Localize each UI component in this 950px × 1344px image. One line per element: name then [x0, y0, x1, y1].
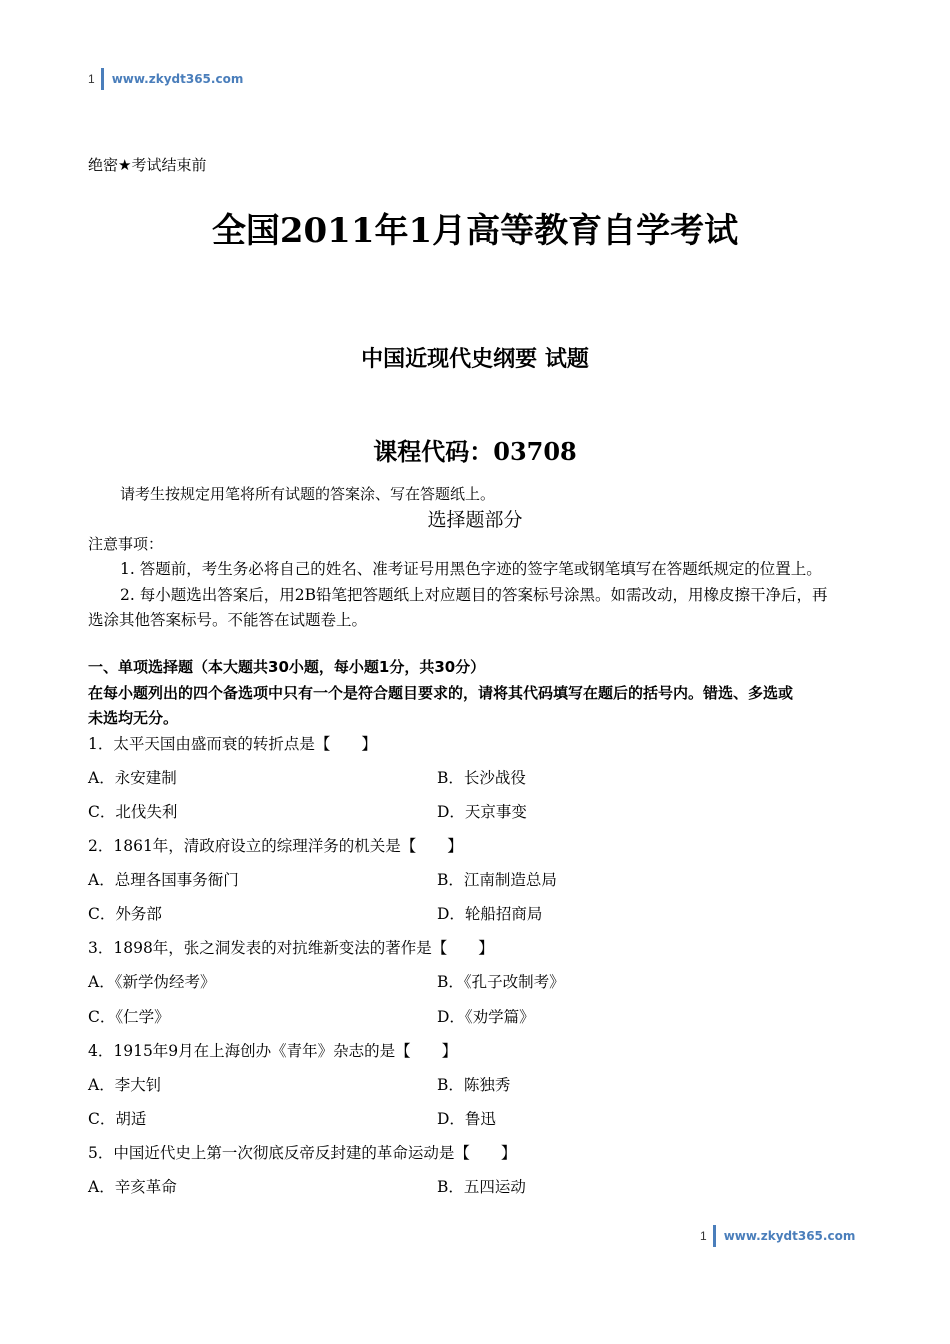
notice-item-1: 1. 答题前，考生务必将自己的姓名、准考证号用黑色字迹的签字笔或钢笔填写在答题纸规定的位置上。 [120, 560, 822, 578]
option-a: A．辛亥革命 [88, 1178, 177, 1196]
header-divider [101, 68, 104, 90]
option-c: C．外务部 [88, 905, 162, 923]
option-a: A．《新学伪经考》 [88, 973, 216, 991]
option-d: D．轮船招商局 [437, 905, 543, 923]
question-stem: 5．中国近代史上第一次彻底反帝反封建的革命运动是【 】 [88, 1144, 517, 1162]
part1-instruction: 在每小题列出的四个备选项中只有一个是符合题目要求的，请将其代码填写在题后的括号内。错选、多选或 [88, 684, 794, 702]
confidential-label: 绝密★考试结束前 [88, 156, 207, 174]
footer-site-link[interactable]: www.zkydt365.com [723, 1229, 856, 1243]
option-d: D．《劝学篇》 [437, 1008, 535, 1026]
intro-text: 请考生按规定用笔将所有试题的答案涂、写在答题纸上。 [120, 485, 496, 503]
page-header [88, 68, 243, 90]
footer-page-number: 1 [700, 1229, 707, 1243]
option-b: B．长沙战役 [437, 769, 526, 787]
option-b: B．五四运动 [437, 1178, 526, 1196]
part1-heading: 一、单项选择题（本大题共30小题，每小题1分，共30分） [88, 658, 486, 676]
option-c: C．《仁学》 [88, 1008, 170, 1026]
question-stem: 2．1861年，清政府设立的综理洋务的机关是【 】 [88, 837, 463, 855]
option-c: C．北伐失利 [88, 803, 178, 821]
part1-instruction-cont: 未选均无分。 [88, 709, 179, 727]
option-b: B．陈独秀 [437, 1076, 511, 1094]
option-d: D．天京事变 [437, 803, 527, 821]
option-a: A．总理各国事务衙门 [88, 871, 239, 889]
option-b: B．《孔子改制考》 [437, 973, 565, 991]
course-code: 课程代码：03708 [373, 437, 577, 466]
header-site-link[interactable]: www.zkydt365.com [111, 72, 244, 86]
option-b: B．江南制造总局 [437, 871, 557, 889]
question-stem: 1．太平天国由盛而衰的转折点是【 】 [88, 735, 377, 753]
page-title: 全国2011年1月高等教育自学考试 [211, 211, 739, 251]
page-footer [700, 1225, 855, 1247]
option-d: D．鲁迅 [437, 1110, 496, 1128]
exam-subtitle: 中国近现代史纲要 试题 [361, 347, 589, 372]
notice-item-2: 2. 每小题选出答案后，用2B铅笔把答题纸上对应题目的答案标号涂黑。如需改动，用橡皮擦干净后，再 [120, 586, 828, 604]
notice-item-2-cont: 选涂其他答案标号。不能答在试题卷上。 [88, 611, 368, 629]
question-stem: 4．1915年9月在上海创办《青年》杂志的是【 】 [88, 1042, 458, 1060]
notice-heading: 注意事项： [88, 535, 164, 553]
option-c: C．胡适 [88, 1110, 147, 1128]
option-a: A．永安建制 [88, 769, 177, 787]
option-a: A．李大钊 [88, 1076, 162, 1094]
header-page-number: 1 [88, 72, 95, 86]
question-stem: 3．1898年，张之洞发表的对抗维新变法的著作是【 】 [88, 939, 494, 957]
footer-divider [713, 1225, 716, 1247]
section-name: 选择题部分 [427, 509, 523, 531]
